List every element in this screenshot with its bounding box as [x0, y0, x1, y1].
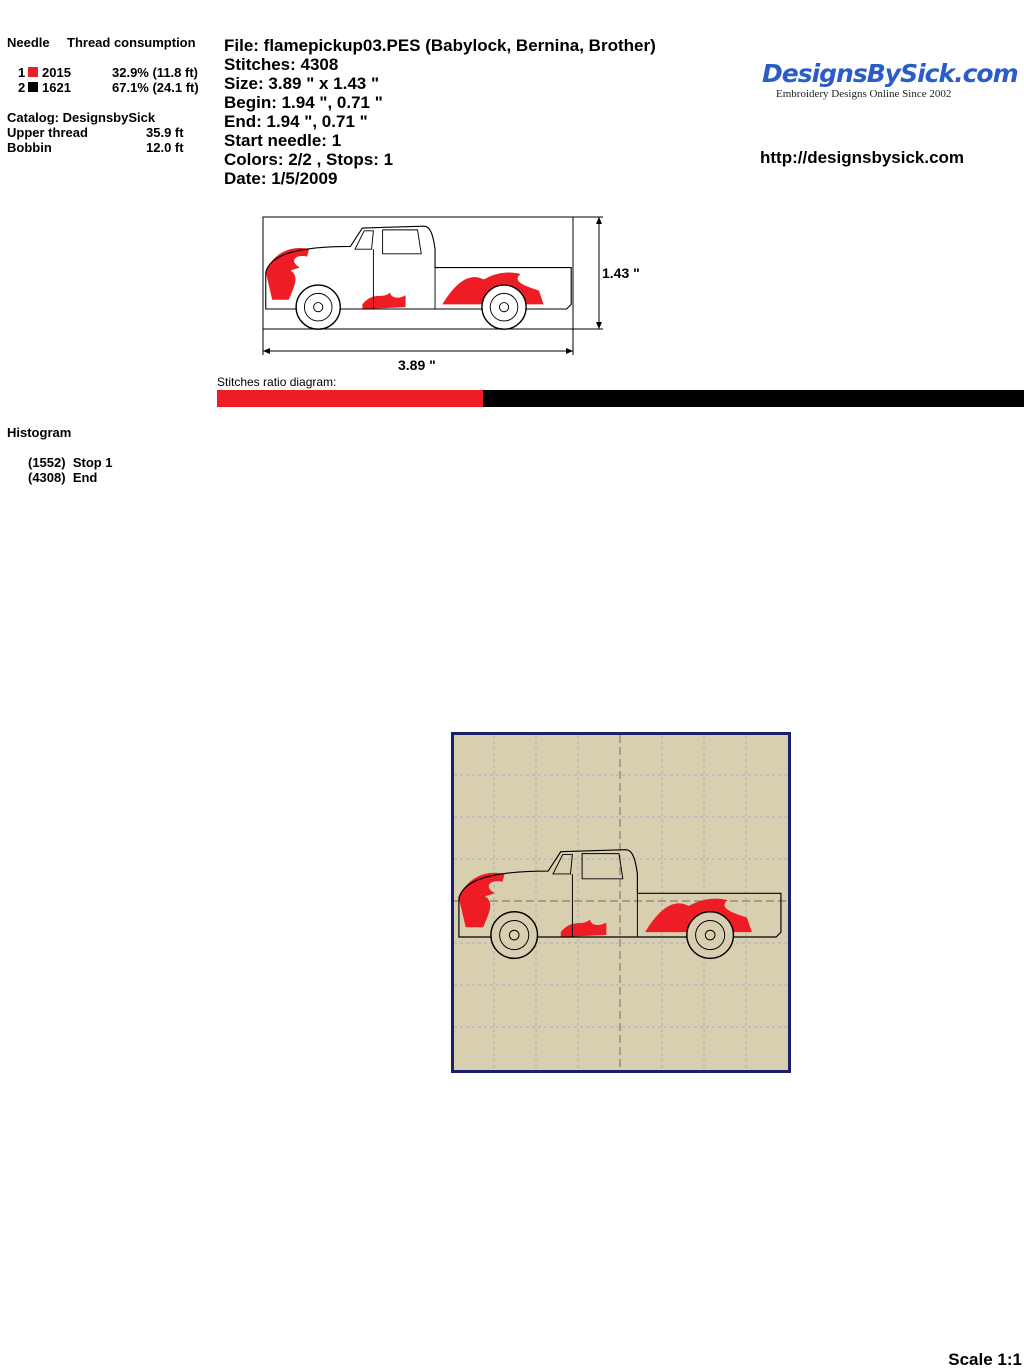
thread-color-swatch-black — [28, 82, 38, 92]
file-name: File: flamepickup03.PES (Babylock, Bernina, Brother) — [224, 36, 656, 55]
histogram-count: (1552) — [28, 455, 66, 470]
design-date: Date: 1/5/2009 — [224, 169, 338, 188]
histogram-item-stop-1 — [28, 455, 113, 470]
thread-code: 2015 — [42, 65, 71, 80]
histogram-title: Histogram — [7, 425, 72, 440]
thread-color-swatch-red — [28, 67, 38, 77]
histogram-count: (4308) — [28, 470, 66, 485]
logo-tagline: Embroidery Designs Online Since 2002 — [776, 88, 952, 100]
logo-brand: DesignsBySick.com — [762, 59, 1018, 88]
histogram-label: End — [72, 470, 98, 485]
stitch-count: Stitches: 4308 — [224, 55, 339, 74]
end-point: End: 1.94 ", 0.71 " — [224, 112, 368, 131]
histogram-label: Stop 1 — [72, 455, 113, 470]
website-url: http://designsbysick.com — [760, 148, 965, 167]
dimension-preview — [255, 210, 655, 375]
ratio-segment-black — [483, 390, 1024, 407]
catalog-label: Catalog: DesignsbySick — [7, 110, 156, 125]
thread-code: 1621 — [42, 80, 71, 95]
thread-consumption: 67.1% (24.1 ft) — [112, 80, 199, 95]
bobbin-label: Bobbin — [7, 140, 52, 155]
begin-point: Begin: 1.94 ", 0.71 " — [224, 93, 383, 112]
width-dimension-label: 3.89 " — [398, 357, 436, 373]
thread-consumption-header: Thread consumption — [67, 35, 196, 50]
thread-consumption: 32.9% (11.8 ft) — [112, 65, 198, 80]
scale-label: Scale 1:1 — [948, 1350, 1022, 1369]
upper-thread-label: Upper thread — [7, 125, 88, 140]
bobbin-value: 12.0 ft — [146, 140, 184, 155]
hoop-frame — [453, 734, 790, 1072]
ratio-segment-red — [217, 390, 483, 407]
histogram-item-end — [28, 470, 97, 485]
upper-thread-value: 35.9 ft — [146, 125, 184, 140]
design-size: Size: 3.89 " x 1.43 " — [224, 74, 380, 93]
needle-number: 2 — [18, 80, 26, 95]
hoop-preview — [451, 732, 791, 1073]
height-dimension-label: 1.43 " — [602, 265, 640, 281]
stitches-ratio-label: Stitches ratio diagram: — [217, 375, 337, 389]
start-needle: Start needle: 1 — [224, 131, 342, 150]
designsbysick-logo — [762, 59, 1018, 100]
colors-stops: Colors: 2/2 , Stops: 1 — [224, 150, 394, 169]
stitches-ratio-bar — [217, 390, 1024, 407]
needle-number: 1 — [18, 65, 26, 80]
needle-header: Needle — [7, 35, 50, 50]
